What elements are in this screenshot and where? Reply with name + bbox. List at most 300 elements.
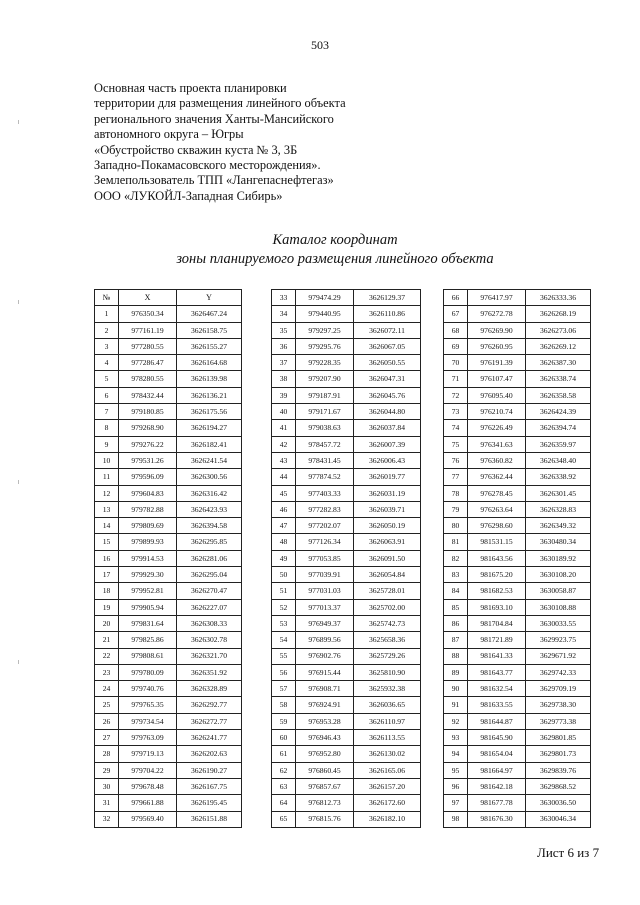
coordinate-x: 976272.78 <box>468 306 526 322</box>
coordinate-x: 976812.73 <box>296 795 354 811</box>
point-number: 38 <box>272 371 296 387</box>
point-number: 64 <box>272 795 296 811</box>
table-row <box>95 811 242 827</box>
table-row <box>444 713 591 729</box>
point-number: 46 <box>272 501 296 517</box>
header-line: «Обустройство скважин куста № 3, 3Б <box>94 142 298 157</box>
coordinate-x: 979831.64 <box>119 615 177 631</box>
coordinate-x: 981643.56 <box>468 550 526 566</box>
table-row <box>95 485 242 501</box>
coordinate-y: 3626308.33 <box>177 615 242 631</box>
coordinate-y: 3626316.42 <box>177 485 242 501</box>
point-number: 20 <box>95 615 119 631</box>
table-row <box>272 664 421 680</box>
coordinate-x: 981682.53 <box>468 583 526 599</box>
point-number: 42 <box>272 436 296 452</box>
table-row <box>444 534 591 550</box>
coordinate-x: 979569.40 <box>119 811 177 827</box>
coordinate-x: 976908.71 <box>296 681 354 697</box>
project-header <box>94 81 346 204</box>
coordinate-y: 3626182.41 <box>177 436 242 452</box>
coordinate-y: 3626054.84 <box>354 567 421 583</box>
point-number: 93 <box>444 730 468 746</box>
coordinate-x: 981721.89 <box>468 632 526 648</box>
coordinates-table-1 <box>94 289 242 828</box>
point-number: 1 <box>95 306 119 322</box>
coordinate-y: 3629868.52 <box>526 778 591 794</box>
point-number: 26 <box>95 713 119 729</box>
coordinate-y: 3630058.87 <box>526 583 591 599</box>
coordinate-x: 981643.77 <box>468 664 526 680</box>
point-number: 65 <box>272 811 296 827</box>
coordinate-y: 3626190.27 <box>177 762 242 778</box>
point-number: 58 <box>272 697 296 713</box>
table-row <box>272 518 421 534</box>
point-number: 15 <box>95 534 119 550</box>
table-row <box>272 404 421 420</box>
coordinate-y: 3626182.10 <box>354 811 421 827</box>
point-number: 7 <box>95 404 119 420</box>
point-number: 68 <box>444 322 468 338</box>
point-number: 97 <box>444 795 468 811</box>
coordinate-y: 3626175.56 <box>177 404 242 420</box>
coordinate-x: 979604.83 <box>119 485 177 501</box>
point-number: 70 <box>444 355 468 371</box>
coordinate-y: 3626328.89 <box>177 681 242 697</box>
coordinate-x: 977031.03 <box>296 583 354 599</box>
table-row <box>272 599 421 615</box>
table-row <box>444 697 591 713</box>
table-row <box>272 795 421 811</box>
coordinate-y: 3630046.34 <box>526 811 591 827</box>
coordinate-y: 3626281.06 <box>177 550 242 566</box>
point-number: 47 <box>272 518 296 534</box>
coordinate-y: 3626037.84 <box>354 420 421 436</box>
table-row <box>272 501 421 517</box>
coordinate-x: 976191.39 <box>468 355 526 371</box>
table-row <box>95 420 242 436</box>
point-number: 69 <box>444 338 468 354</box>
coordinate-x: 981676.30 <box>468 811 526 827</box>
table-row <box>444 811 591 827</box>
point-number: 12 <box>95 485 119 501</box>
table-row <box>444 681 591 697</box>
point-number: 74 <box>444 420 468 436</box>
coordinate-x: 976263.64 <box>468 501 526 517</box>
table-row <box>95 355 242 371</box>
table-row <box>444 485 591 501</box>
coordinate-y: 3629671.92 <box>526 648 591 664</box>
coordinate-y: 3626110.97 <box>354 713 421 729</box>
coordinate-y: 3626423.93 <box>177 501 242 517</box>
point-number: 90 <box>444 681 468 697</box>
coordinate-y: 3626295.04 <box>177 567 242 583</box>
table-row <box>95 322 242 338</box>
coordinate-x: 979171.67 <box>296 404 354 420</box>
point-number: 57 <box>272 681 296 697</box>
coordinate-x: 979782.88 <box>119 501 177 517</box>
coordinate-x: 976899.56 <box>296 632 354 648</box>
coordinate-x: 979914.53 <box>119 550 177 566</box>
point-number: 5 <box>95 371 119 387</box>
table-row <box>444 664 591 680</box>
coordinate-x: 981704.84 <box>468 615 526 631</box>
coordinate-y: 3626113.55 <box>354 730 421 746</box>
coordinate-y: 3630480.34 <box>526 534 591 550</box>
coordinate-x: 981642.18 <box>468 778 526 794</box>
coordinate-y: 3626338.92 <box>526 469 591 485</box>
coordinate-y: 3626045.76 <box>354 387 421 403</box>
table-row <box>95 583 242 599</box>
coordinate-y: 3629742.33 <box>526 664 591 680</box>
coordinate-x: 977403.33 <box>296 485 354 501</box>
coordinate-x: 981531.15 <box>468 534 526 550</box>
coordinates-table-2 <box>271 289 421 828</box>
coordinate-y: 3626424.39 <box>526 404 591 420</box>
coordinate-y: 3626063.91 <box>354 534 421 550</box>
coordinate-x: 977282.83 <box>296 501 354 517</box>
coordinates-table-3 <box>443 289 591 828</box>
point-number: 2 <box>95 322 119 338</box>
coordinate-y: 3626333.36 <box>526 290 591 306</box>
coordinate-y: 3626151.88 <box>177 811 242 827</box>
coordinate-y: 3629709.19 <box>526 681 591 697</box>
coordinate-y: 3626273.06 <box>526 322 591 338</box>
coordinate-x: 979180.85 <box>119 404 177 420</box>
coordinate-x: 978432.44 <box>119 387 177 403</box>
point-number: 41 <box>272 420 296 436</box>
coordinate-x: 977874.52 <box>296 469 354 485</box>
point-number: 29 <box>95 762 119 778</box>
coordinate-x: 979719.13 <box>119 746 177 762</box>
coordinate-y: 3626241.77 <box>177 730 242 746</box>
table-row <box>272 746 421 762</box>
table-row <box>444 290 591 306</box>
coordinate-y: 3630108.20 <box>526 567 591 583</box>
coordinate-y: 3626394.74 <box>526 420 591 436</box>
coordinate-x: 978280.55 <box>119 371 177 387</box>
table-row <box>95 681 242 697</box>
coordinate-y: 3626202.63 <box>177 746 242 762</box>
coordinate-x: 979740.76 <box>119 681 177 697</box>
point-number: 4 <box>95 355 119 371</box>
point-number: 23 <box>95 664 119 680</box>
coordinate-y: 3629801.73 <box>526 746 591 762</box>
coordinate-x: 981677.78 <box>468 795 526 811</box>
point-number: 39 <box>272 387 296 403</box>
coordinate-y: 3626047.31 <box>354 371 421 387</box>
point-number: 28 <box>95 746 119 762</box>
coordinate-y: 3625729.26 <box>354 648 421 664</box>
coordinate-x: 979531.26 <box>119 452 177 468</box>
coordinate-x: 981654.04 <box>468 746 526 762</box>
point-number: 24 <box>95 681 119 697</box>
coordinate-y: 3626195.45 <box>177 795 242 811</box>
coordinate-x: 977053.85 <box>296 550 354 566</box>
coordinate-x: 976860.45 <box>296 762 354 778</box>
table-row <box>272 322 421 338</box>
table-row <box>444 730 591 746</box>
coordinate-x: 979187.91 <box>296 387 354 403</box>
table-row <box>444 436 591 452</box>
table-row <box>444 762 591 778</box>
header-line: Основная часть проекта планировки <box>94 81 287 95</box>
point-number: 40 <box>272 404 296 420</box>
coordinate-x: 977126.34 <box>296 534 354 550</box>
coordinate-y: 3626272.77 <box>177 713 242 729</box>
table-row <box>272 632 421 648</box>
table-row <box>444 420 591 436</box>
coordinate-y: 3626072.11 <box>354 322 421 338</box>
point-number: 18 <box>95 583 119 599</box>
table-row <box>444 550 591 566</box>
table-row <box>444 306 591 322</box>
header-line: Западно-Покамасовского месторождения». <box>94 158 321 173</box>
point-number: 95 <box>444 762 468 778</box>
point-number: 60 <box>272 730 296 746</box>
coordinate-y: 3629738.30 <box>526 697 591 713</box>
coordinate-x: 976226.49 <box>468 420 526 436</box>
table-row <box>444 518 591 534</box>
point-number: 98 <box>444 811 468 827</box>
coordinate-y: 3626467.24 <box>177 306 242 322</box>
point-number: 19 <box>95 599 119 615</box>
coordinate-y: 3625810.90 <box>354 664 421 680</box>
table-row <box>444 355 591 371</box>
table-row <box>95 452 242 468</box>
coordinate-y: 3626136.21 <box>177 387 242 403</box>
point-number: 96 <box>444 778 468 794</box>
point-number: 86 <box>444 615 468 631</box>
coordinate-y: 3626300.56 <box>177 469 242 485</box>
coordinate-x: 979661.88 <box>119 795 177 811</box>
coordinate-x: 981664.97 <box>468 762 526 778</box>
coordinate-x: 979440.95 <box>296 306 354 322</box>
coordinate-x: 979905.94 <box>119 599 177 615</box>
table-row <box>95 387 242 403</box>
coordinate-y: 3626039.71 <box>354 501 421 517</box>
table-row <box>272 355 421 371</box>
coordinate-y: 3626019.77 <box>354 469 421 485</box>
point-number: 63 <box>272 778 296 794</box>
table-row <box>272 387 421 403</box>
coordinate-y: 3630108.88 <box>526 599 591 615</box>
table-row <box>95 436 242 452</box>
coordinate-y: 3626006.43 <box>354 452 421 468</box>
point-number: 78 <box>444 485 468 501</box>
table-row <box>95 730 242 746</box>
table-row <box>95 371 242 387</box>
coordinate-x: 977013.37 <box>296 599 354 615</box>
point-number: 87 <box>444 632 468 648</box>
coordinate-y: 3626044.80 <box>354 404 421 420</box>
point-number: 84 <box>444 583 468 599</box>
coordinate-y: 3626387.30 <box>526 355 591 371</box>
table-row <box>95 469 242 485</box>
table-header-row <box>95 290 242 306</box>
point-number: 52 <box>272 599 296 615</box>
coordinate-x: 977202.07 <box>296 518 354 534</box>
coordinate-x: 976269.90 <box>468 322 526 338</box>
table-row <box>95 599 242 615</box>
point-number: 43 <box>272 452 296 468</box>
table-row <box>444 404 591 420</box>
point-number: 66 <box>444 290 468 306</box>
coordinate-y: 3626050.19 <box>354 518 421 534</box>
header-y: Y <box>177 290 242 306</box>
coordinate-x: 979297.25 <box>296 322 354 338</box>
coordinate-x: 976902.76 <box>296 648 354 664</box>
point-number: 13 <box>95 501 119 517</box>
table-row <box>444 599 591 615</box>
table-row <box>95 404 242 420</box>
coordinate-x: 976915.44 <box>296 664 354 680</box>
table-row <box>272 550 421 566</box>
coordinate-x: 979899.93 <box>119 534 177 550</box>
scan-edge-mark <box>18 120 19 124</box>
table-row <box>95 746 242 762</box>
point-number: 88 <box>444 648 468 664</box>
point-number: 3 <box>95 338 119 354</box>
coordinate-x: 981645.90 <box>468 730 526 746</box>
coordinate-y: 3626167.75 <box>177 778 242 794</box>
point-number: 49 <box>272 550 296 566</box>
coordinate-y: 3626050.55 <box>354 355 421 371</box>
coordinate-x: 979825.86 <box>119 632 177 648</box>
table-row <box>272 730 421 746</box>
coordinate-y: 3626007.39 <box>354 436 421 452</box>
coordinate-x: 979809.69 <box>119 518 177 534</box>
coordinate-x: 979276.22 <box>119 436 177 452</box>
table-row <box>272 583 421 599</box>
header-number: № <box>95 290 119 306</box>
table-row <box>95 713 242 729</box>
coordinate-x: 976949.37 <box>296 615 354 631</box>
coordinate-x: 979474.29 <box>296 290 354 306</box>
point-number: 35 <box>272 322 296 338</box>
coordinate-x: 976350.34 <box>119 306 177 322</box>
table-row <box>95 697 242 713</box>
coordinate-y: 3626158.75 <box>177 322 242 338</box>
table-row <box>272 420 421 436</box>
coordinate-x: 976210.74 <box>468 404 526 420</box>
table-row <box>272 371 421 387</box>
coordinate-x: 979952.81 <box>119 583 177 599</box>
point-number: 83 <box>444 567 468 583</box>
point-number: 67 <box>444 306 468 322</box>
point-number: 77 <box>444 469 468 485</box>
coordinate-x: 979268.90 <box>119 420 177 436</box>
coordinate-y: 3626292.77 <box>177 697 242 713</box>
table-row <box>444 338 591 354</box>
table-row <box>95 778 242 794</box>
table-row <box>272 648 421 664</box>
coordinate-x: 979765.35 <box>119 697 177 713</box>
point-number: 16 <box>95 550 119 566</box>
coordinate-x: 976857.67 <box>296 778 354 794</box>
point-number: 59 <box>272 713 296 729</box>
table-row <box>95 615 242 631</box>
coordinate-y: 3626155.27 <box>177 338 242 354</box>
header-line: Землепользователь ТПП «Лангепаснефтегаз» <box>94 173 334 188</box>
point-number: 34 <box>272 306 296 322</box>
table-row <box>444 778 591 794</box>
coordinate-y: 3626301.45 <box>526 485 591 501</box>
point-number: 80 <box>444 518 468 534</box>
header-line: территории для размещения линейного объекта <box>94 96 346 111</box>
point-number: 11 <box>95 469 119 485</box>
point-number: 81 <box>444 534 468 550</box>
coordinate-y: 3626351.92 <box>177 664 242 680</box>
coordinate-y: 3626172.60 <box>354 795 421 811</box>
coordinate-y: 3626295.85 <box>177 534 242 550</box>
catalog-subtitle: зоны планируемого размещения линейного объекта <box>176 251 494 267</box>
coordinate-y: 3625658.36 <box>354 632 421 648</box>
coordinate-y: 3629773.38 <box>526 713 591 729</box>
table-row <box>444 746 591 762</box>
table-row <box>272 615 421 631</box>
header-x: X <box>119 290 177 306</box>
table-row <box>272 306 421 322</box>
coordinate-y: 3626338.74 <box>526 371 591 387</box>
coordinate-y: 3626302.78 <box>177 632 242 648</box>
coordinate-y: 3629923.75 <box>526 632 591 648</box>
point-number: 54 <box>272 632 296 648</box>
point-number: 92 <box>444 713 468 729</box>
coordinate-y: 3626349.32 <box>526 518 591 534</box>
table-row <box>444 583 591 599</box>
sheet-label: Лист 6 из 7 <box>537 845 600 860</box>
coordinate-y: 3626358.58 <box>526 387 591 403</box>
table-row <box>444 648 591 664</box>
point-number: 71 <box>444 371 468 387</box>
coordinate-y: 3626129.37 <box>354 290 421 306</box>
coordinate-y: 3626321.70 <box>177 648 242 664</box>
coordinate-y: 3626194.27 <box>177 420 242 436</box>
point-number: 85 <box>444 599 468 615</box>
point-number: 44 <box>272 469 296 485</box>
coordinate-y: 3626359.97 <box>526 436 591 452</box>
scan-edge-mark <box>18 480 19 484</box>
table-row <box>95 632 242 648</box>
coordinate-y: 3626268.19 <box>526 306 591 322</box>
coordinate-y: 3630036.50 <box>526 795 591 811</box>
coordinate-y: 3626348.40 <box>526 452 591 468</box>
point-number: 21 <box>95 632 119 648</box>
coordinate-x: 976260.95 <box>468 338 526 354</box>
table-row <box>95 306 242 322</box>
table-row <box>272 469 421 485</box>
table-row <box>272 697 421 713</box>
table-row <box>444 501 591 517</box>
table-row <box>444 387 591 403</box>
page-number: 503 <box>311 38 329 52</box>
point-number: 55 <box>272 648 296 664</box>
table-row <box>272 811 421 827</box>
coordinate-y: 3626091.50 <box>354 550 421 566</box>
point-number: 8 <box>95 420 119 436</box>
coordinate-x: 976341.63 <box>468 436 526 452</box>
table-row <box>272 436 421 452</box>
table-row <box>272 534 421 550</box>
coordinate-x: 978431.45 <box>296 452 354 468</box>
coordinate-x: 977286.47 <box>119 355 177 371</box>
table-row <box>444 452 591 468</box>
coordinate-y: 3626241.54 <box>177 452 242 468</box>
point-number: 45 <box>272 485 296 501</box>
coordinate-x: 981633.55 <box>468 697 526 713</box>
scan-edge-mark <box>18 300 19 304</box>
